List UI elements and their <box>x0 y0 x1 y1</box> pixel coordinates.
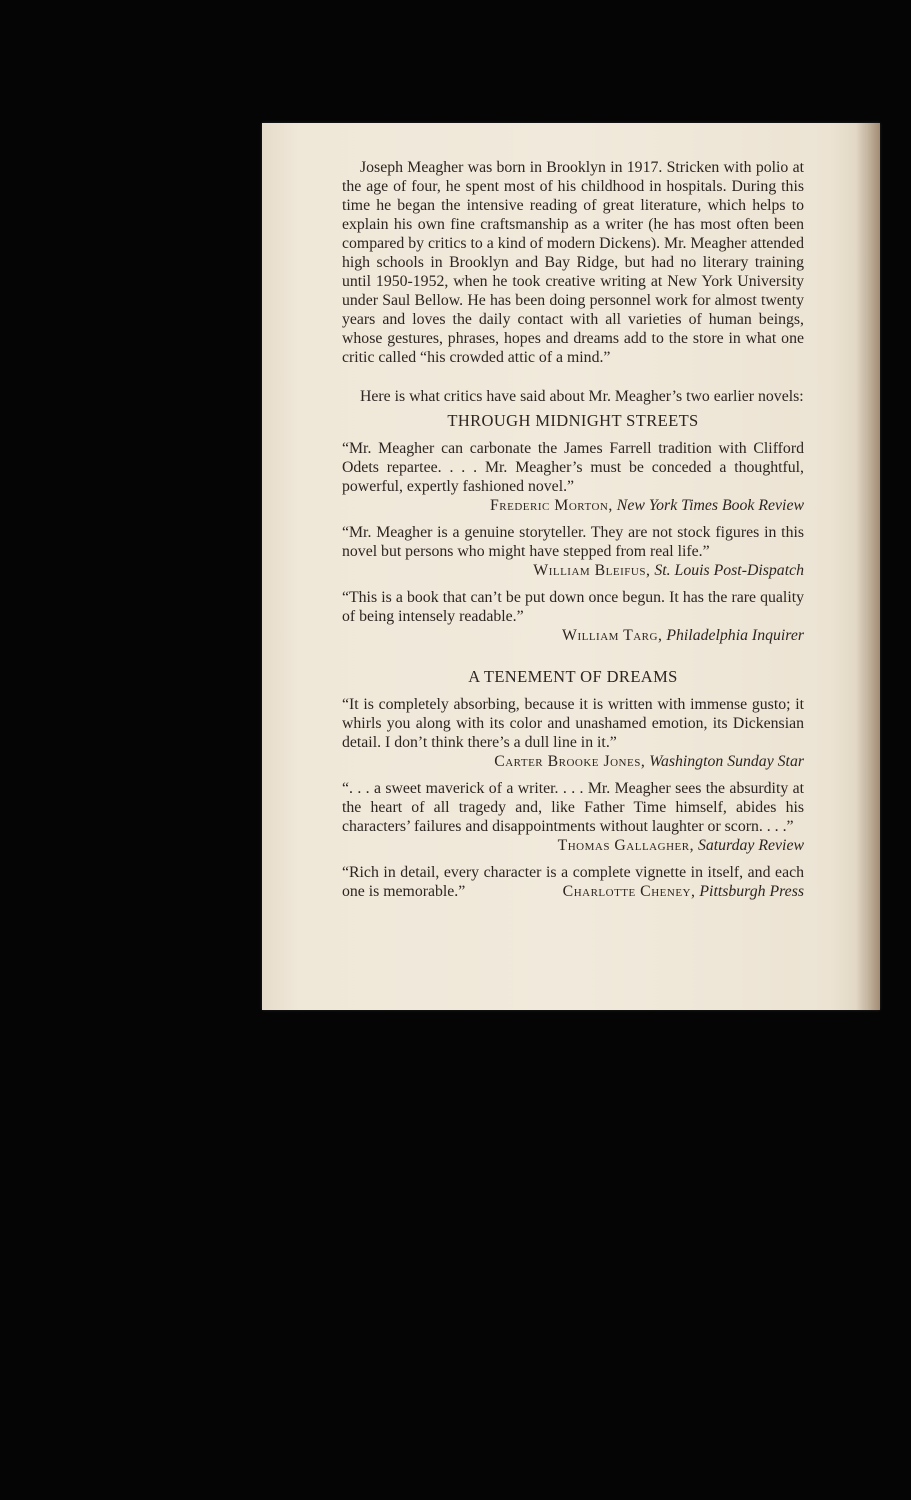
publication-name: St. Louis Post-Dispatch <box>654 562 804 579</box>
publication-name: Washington Sunday Star <box>649 753 804 770</box>
review-attribution <box>342 836 804 855</box>
book-title: THROUGH MIDNIGHT STREETS <box>447 411 699 430</box>
critic-name: William Bleifus, <box>533 562 651 579</box>
publication-name: Saturday Review <box>697 837 804 854</box>
critic-name: Charlotte Cheney, <box>562 883 696 900</box>
review-attribution <box>563 882 804 901</box>
publication-name: Philadelphia Inquirer <box>666 627 804 644</box>
review-quote: “It is completely absorbing, because it is written with immense gusto; it whirls you along with its color and unashamed emotion, its Dickensian detail. I don’t think there’s a dull line in it.” <box>342 696 804 751</box>
publication-name: New York Times Book Review <box>616 497 804 514</box>
jacket-spine-edge <box>866 123 880 1010</box>
critic-name: Frederic Morton, <box>490 497 613 514</box>
review-attribution <box>342 496 804 515</box>
review-quote: “Mr. Meagher is a genuine storyteller. They are not stock figures in this novel but persons who might have stepped from real life.” <box>342 524 804 560</box>
review-attribution <box>342 561 804 580</box>
critic-name: Carter Brooke Jones, <box>494 753 646 770</box>
book-title: A TENEMENT OF DREAMS <box>468 667 678 686</box>
book-section <box>342 667 804 901</box>
review-quote: “. . . a sweet maverick of a writer. . . . Mr. Meagher sees the absurdity at the heart of all tragedy and, like Father Time himself, abides his characters’ failures and disappointments without laughter or scorn. . . .” <box>342 780 804 835</box>
book-section <box>342 411 804 645</box>
author-biography: Joseph Meagher was born in Brooklyn in 1917. Stricken with polio at the age of four, he spent most of his childhood in hospitals. During this time he began the intensive reading of great literature, which helps to explain his own fine craftsmanship as a writer (he has most often been compared by critics to a kind of modern Dickens). Mr. Meagher attended high schools in Brooklyn and Bay Ridge, but had no literary training until 1950-1952, when he took creative writing at New York University under Saul Bellow. He has been doing personnel work for almost twenty years and loves the daily contact with all varieties of human beings, whose gestures, phrases, hopes and dreams add to the store in what one critic called “his crowded attic of a mind.” <box>342 159 804 366</box>
review-quote: “Mr. Meagher can carbonate the James Farrell tradition with Clifford Odets repartee. . . . Mr. Meagher’s must be conceded a thoughtful, powerful, expertly fashioned novel.” <box>342 440 804 495</box>
review-attribution <box>342 752 804 771</box>
jacket-text <box>342 158 804 901</box>
critic-name: William Targ, <box>562 627 663 644</box>
review-quote-text: “Rich in detail, every character is a complete vignette in itself, and each one is memorable.” <box>342 864 804 900</box>
review-quote <box>342 863 804 901</box>
critic-name: Thomas Gallagher, <box>557 837 695 854</box>
review-attribution <box>342 626 804 645</box>
review-quote: “This is a book that can’t be put down once begun. It has the rare quality of being intensely readable.” <box>342 589 804 625</box>
reviews-intro: Here is what critics have said about Mr. Meagher’s two earlier novels: <box>360 388 804 405</box>
publication-name: Pittsburgh Press <box>699 883 804 900</box>
